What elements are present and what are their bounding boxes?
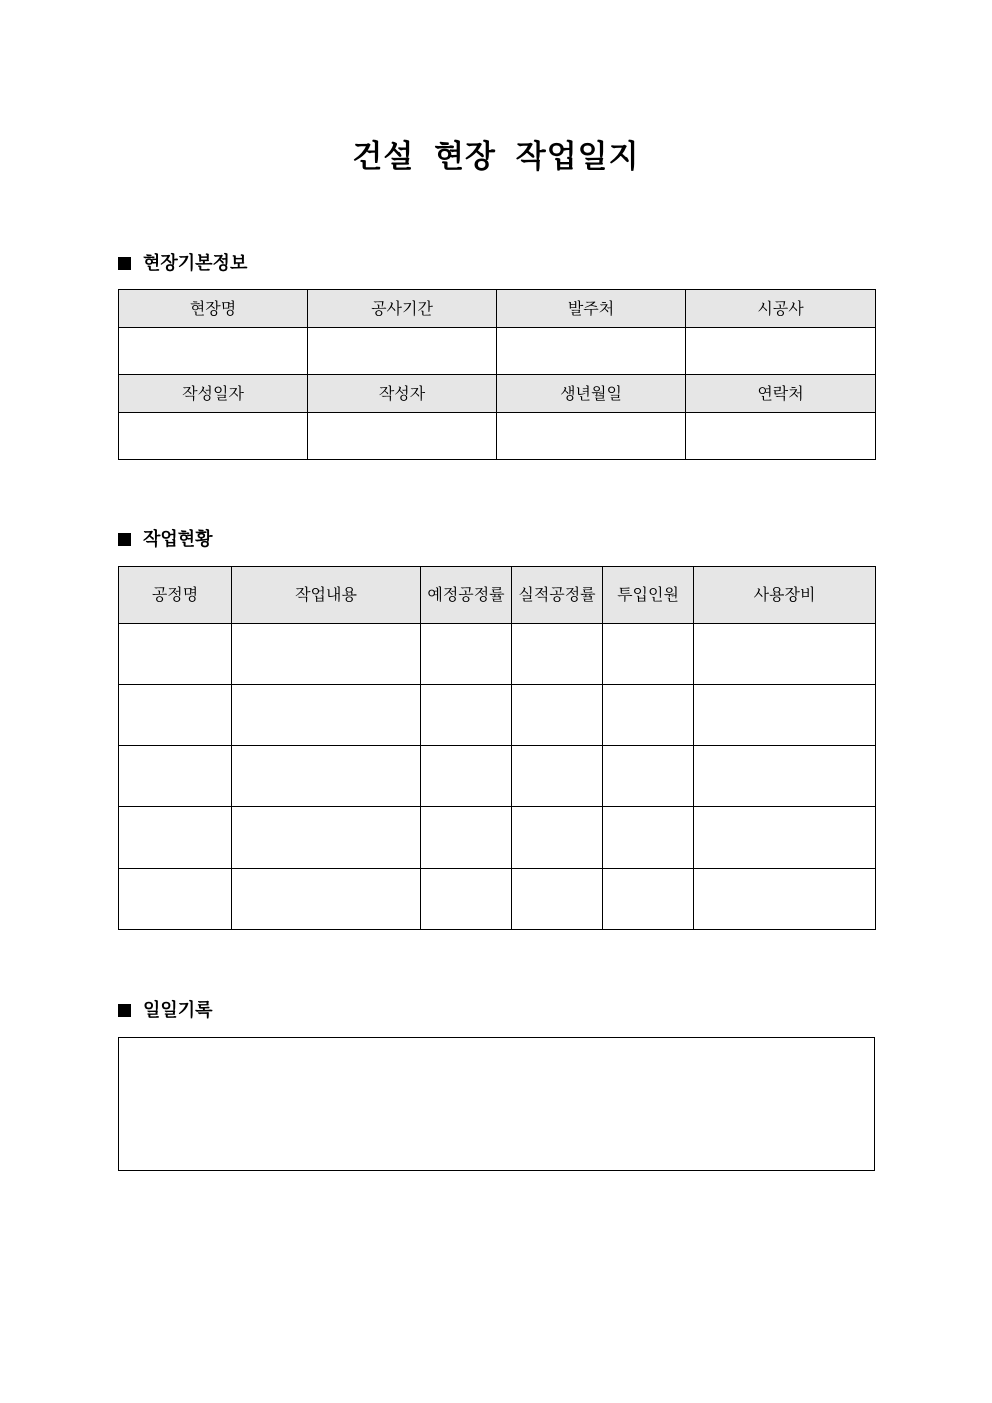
header-cell-date-written: 작성일자	[119, 375, 308, 413]
header-cell-contact: 연락처	[686, 375, 876, 413]
table-cell[interactable]	[421, 807, 512, 869]
work-status-table	[118, 566, 876, 930]
table-row	[119, 807, 876, 869]
document-title: 건설 현장 작업일지	[352, 139, 640, 175]
table-cell[interactable]	[421, 624, 512, 685]
value-row	[119, 328, 876, 375]
header-cell-construction-period: 공사기간	[308, 290, 497, 328]
table-cell[interactable]	[603, 869, 694, 930]
daily-log-box[interactable]	[118, 1037, 875, 1171]
header-cell-actual-progress: 실적공정률	[512, 567, 603, 624]
section-title: 현장기본정보	[143, 253, 248, 274]
table-cell[interactable]	[603, 746, 694, 807]
table-cell[interactable]	[694, 685, 876, 746]
header-cell-site-name: 현장명	[119, 290, 308, 328]
value-row	[119, 413, 876, 460]
value-cell-birth-date[interactable]	[497, 413, 686, 460]
section-heading-basic-info	[118, 252, 247, 276]
header-cell-writer: 작성자	[308, 375, 497, 413]
table-cell[interactable]	[232, 685, 421, 746]
value-cell-date-written[interactable]	[119, 413, 308, 460]
square-bullet-icon	[118, 1004, 131, 1017]
table-cell[interactable]	[694, 746, 876, 807]
table-cell[interactable]	[119, 869, 232, 930]
table-cell[interactable]	[232, 869, 421, 930]
header-cell-contractor: 시공사	[686, 290, 876, 328]
value-cell-construction-period[interactable]	[308, 328, 497, 375]
header-cell-client: 발주처	[497, 290, 686, 328]
section-title: 일일기록	[143, 1000, 213, 1021]
table-cell[interactable]	[421, 746, 512, 807]
header-cell-equipment: 사용장비	[694, 567, 876, 624]
value-cell-contractor[interactable]	[686, 328, 876, 375]
table-row	[119, 624, 876, 685]
value-cell-contact[interactable]	[686, 413, 876, 460]
table-row	[119, 685, 876, 746]
header-cell-workers: 투입인원	[603, 567, 694, 624]
table-cell[interactable]	[603, 685, 694, 746]
square-bullet-icon	[118, 257, 131, 270]
table-cell[interactable]	[232, 746, 421, 807]
table-cell[interactable]	[119, 685, 232, 746]
header-cell-process-name: 공정명	[119, 567, 232, 624]
table-cell[interactable]	[232, 624, 421, 685]
table-cell[interactable]	[119, 807, 232, 869]
header-row	[119, 290, 876, 328]
value-cell-client[interactable]	[497, 328, 686, 375]
table-cell[interactable]	[694, 624, 876, 685]
table-cell[interactable]	[603, 624, 694, 685]
section-heading-work-status	[118, 528, 213, 552]
section-title: 작업현황	[143, 529, 213, 550]
table-cell[interactable]	[119, 746, 232, 807]
header-cell-work-content: 작업내용	[232, 567, 421, 624]
table-cell[interactable]	[694, 869, 876, 930]
table-cell[interactable]	[512, 624, 603, 685]
table-cell[interactable]	[512, 685, 603, 746]
basic-info-table	[118, 289, 876, 460]
square-bullet-icon	[118, 533, 131, 546]
header-cell-planned-progress: 예정공정률	[421, 567, 512, 624]
table-cell[interactable]	[694, 807, 876, 869]
header-cell-birth-date: 생년월일	[497, 375, 686, 413]
table-row	[119, 746, 876, 807]
header-row	[119, 375, 876, 413]
table-cell[interactable]	[512, 869, 603, 930]
table-cell[interactable]	[421, 685, 512, 746]
value-cell-writer[interactable]	[308, 413, 497, 460]
table-cell[interactable]	[232, 807, 421, 869]
table-cell[interactable]	[512, 746, 603, 807]
table-cell[interactable]	[119, 624, 232, 685]
table-row	[119, 869, 876, 930]
table-cell[interactable]	[512, 807, 603, 869]
header-row	[119, 567, 876, 624]
table-cell[interactable]	[421, 869, 512, 930]
section-heading-daily-log	[118, 999, 213, 1023]
value-cell-site-name[interactable]	[119, 328, 308, 375]
table-cell[interactable]	[603, 807, 694, 869]
